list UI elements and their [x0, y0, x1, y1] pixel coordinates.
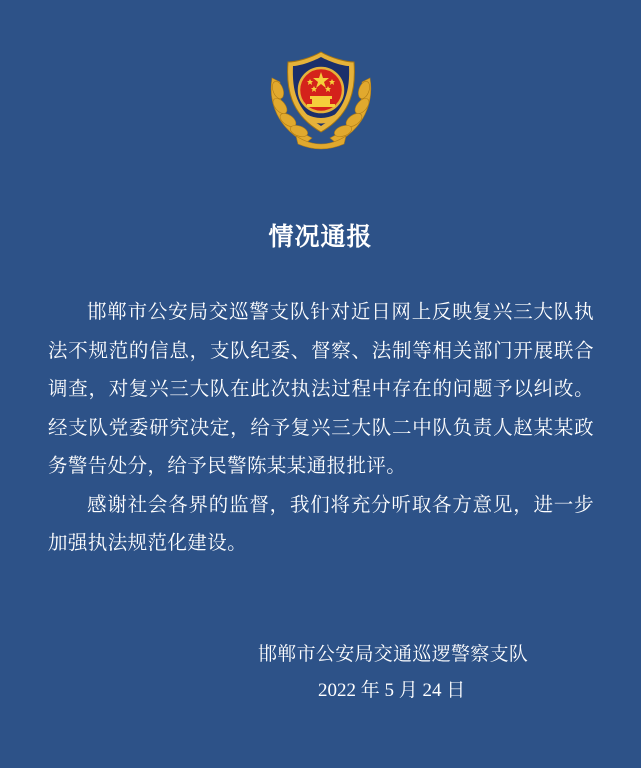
paragraph-2: 感谢社会各界的监督，我们将充分听取各方意见，进一步加强执法规范化建设。: [48, 492, 594, 554]
paragraph-1: 邯郸市公安局交巡警支队针对近日网上反映复兴三大队执法不规范的信息，支队纪委、督察、法制等相关部门开展联合调查，对复兴三大队在此次执法过程中存在的问题予以纠改。经支队党委研究决定，给予复兴三大队二中队负责人赵某某政务警告处分，给予民警陈某某通报批评。: [48, 300, 594, 477]
page-title: 情况通报: [268, 222, 373, 251]
police-emblem-icon: [266, 48, 376, 153]
notice-body: [48, 293, 594, 563]
issuer-signature: 邯郸市公安局交通巡逻警察支队: [258, 643, 529, 665]
issue-date: 2022 年 5 月 24 日: [318, 680, 466, 701]
